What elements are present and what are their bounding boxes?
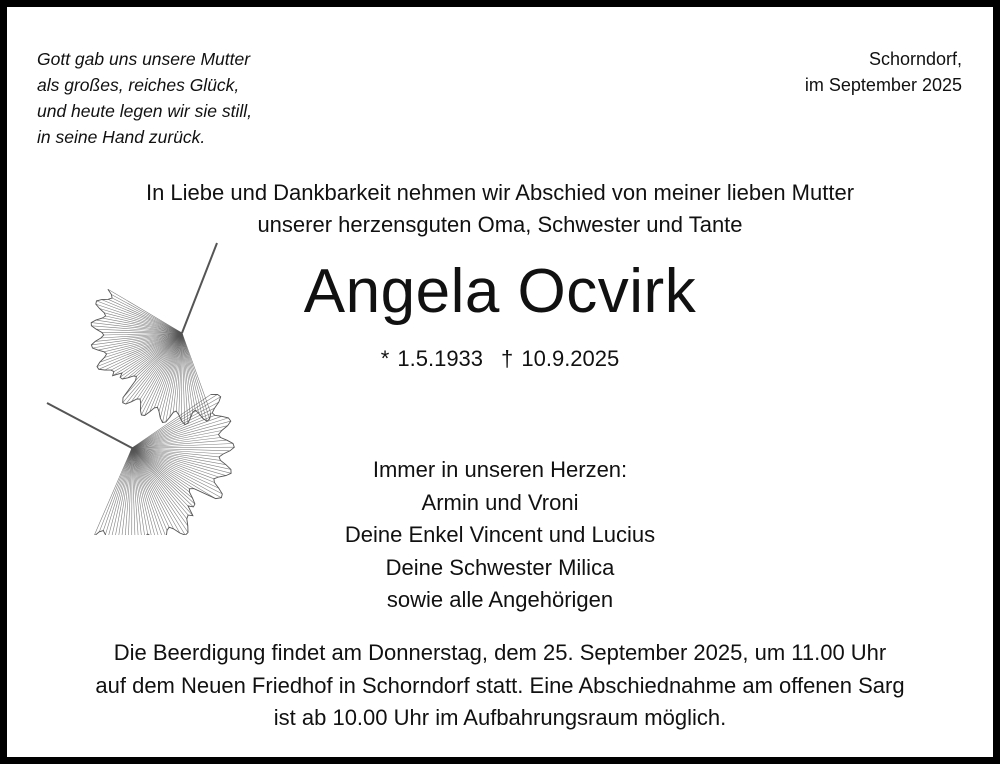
funeral-line: ist ab 10.00 Uhr im Aufbahrungsraum möglich. xyxy=(273,705,727,730)
date: im September 2025 xyxy=(804,75,962,95)
mourner-line: Deine Enkel Vincent und Lucius xyxy=(344,522,656,547)
verse xyxy=(37,46,252,150)
mourners-list xyxy=(7,454,993,617)
verse-line: Gott gab uns unsere Mutter xyxy=(37,49,251,69)
funeral-line: Die Beerdigung findet am Donnerstag, dem 25. September 2025, um 11.00 Uhr xyxy=(113,640,887,665)
mourner-line: sowie alle Angehörigen xyxy=(386,587,614,612)
intro-text xyxy=(7,177,993,241)
place-date xyxy=(805,46,962,98)
funeral-line: auf dem Neuen Friedhof in Schorndorf statt. Eine Abschiednahme am offenen Sarg xyxy=(95,672,905,698)
funeral-details xyxy=(7,637,993,735)
verse-line: und heute legen wir sie still, xyxy=(37,101,252,121)
birth-date: * 1.5.1933 xyxy=(380,346,484,371)
verse-line: als großes, reiches Glück, xyxy=(37,75,240,95)
deceased-name: Angela Ocvirk xyxy=(303,257,697,326)
intro-line: In Liebe und Dankbarkeit nehmen wir Abschied von meiner lieben Mutter xyxy=(145,180,855,205)
death-date: † 10.9.2025 xyxy=(501,346,620,371)
mourner-line: Immer in unseren Herzen: xyxy=(372,457,628,482)
life-dates xyxy=(7,343,993,375)
mourner-line: Deine Schwester Milica xyxy=(385,554,615,580)
intro-line: unserer herzensguten Oma, Schwester und Tante xyxy=(257,212,743,237)
place: Schorndorf, xyxy=(868,49,962,69)
mourner-line: Armin und Vroni xyxy=(421,489,579,515)
verse-line: in seine Hand zurück. xyxy=(37,127,206,147)
